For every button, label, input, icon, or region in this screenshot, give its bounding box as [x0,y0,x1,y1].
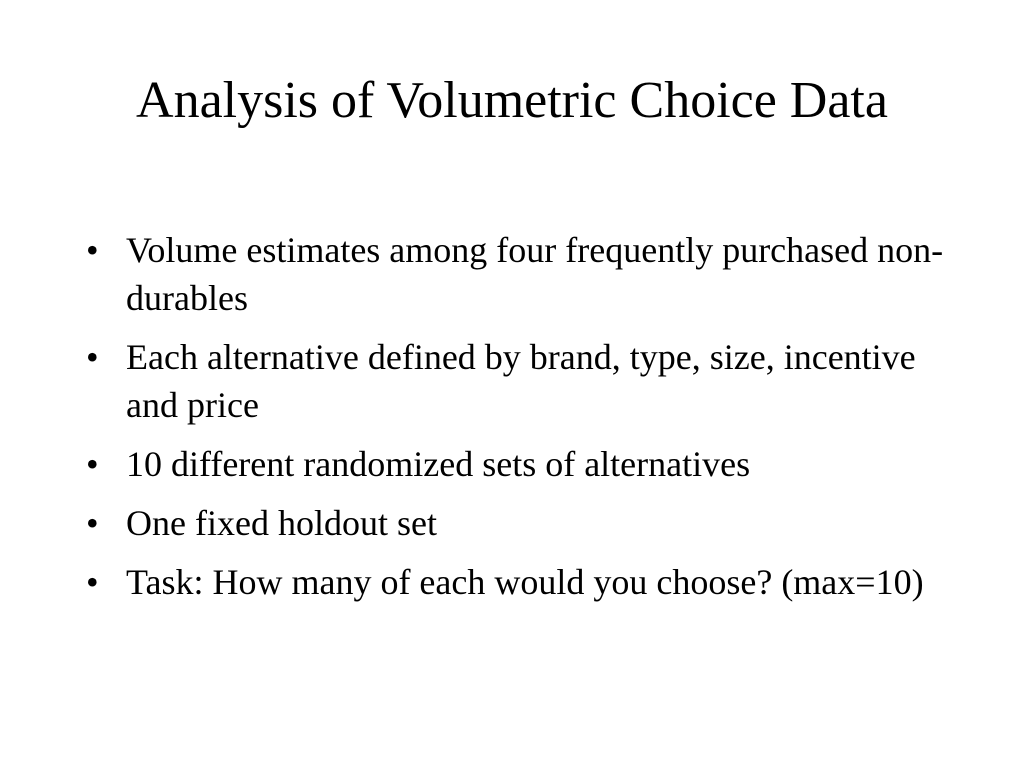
bullet-item [84,333,964,429]
bullet-icon: • [86,337,99,377]
bullet-icon: • [86,230,99,270]
bullet-item [84,440,964,488]
bullet-text: Each alternative defined by brand, type, size, incentive and price [126,337,916,425]
bullet-text: 10 different randomized sets of alternatives [126,444,751,484]
bullet-text: Task: How many of each would you choose? (max=10) [126,562,924,602]
bullet-text: Volume estimates among four frequently purchased non-durables [126,230,944,318]
bullet-text: One fixed holdout set [126,503,437,543]
bullet-list [84,226,964,617]
bullet-icon: • [86,562,99,602]
bullet-item [84,499,964,547]
slide-title: Analysis of Volumetric Choice Data [136,72,888,129]
bullet-item [84,226,964,322]
bullet-icon: • [86,444,99,484]
bullet-icon: • [86,503,99,543]
bullet-item [84,558,964,606]
